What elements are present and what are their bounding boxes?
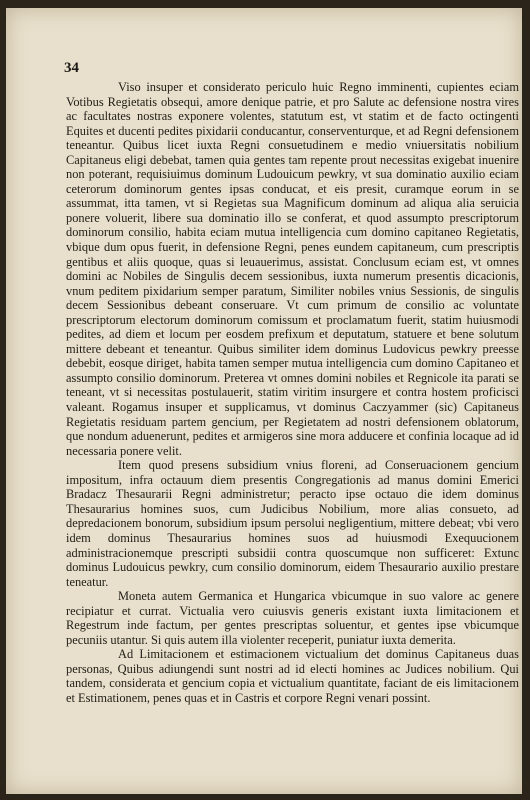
paragraph-4: Ad Limitacionem et estimacionem victualium det dominus Capitaneus duas personas, Quibus adiungendi sunt nostri ad id electi homines ac Judices nobilium. Qui tandem, considerata et gencium copia et victualium quantitate, faciant de eis limitacionem et Estimationem, penes quas et in Castris et corpore Regni venari possint. [66, 647, 519, 705]
paragraph-3: Moneta autem Germanica et Hungarica vbicumque in suo valore ac genere recipiatur et currat. Victualia vero cuiusvis generis existant iuxta limitacionem et Regestrum inde factum, per gentes prescriptas soluentur, et gentes ipse vbicumque pecuniis utantur. Si quis autem illa violenter receperit, puniatur iuxta demerita. [66, 589, 519, 647]
body-text [66, 80, 519, 706]
paragraph-2: Item quod presens subsidium vnius floreni, ad Conseruacionem gencium impositum, infra octauum diem presentis Congregationis ad manus domini Emerici Bradacz Thesaurarii Regni administretur; peracto ipse octauo die idem dominus Thesaurarius homines suos, cum Judicibus Nobilium, more alias consueto, ad depredacionem bonorum, subsidium ipsum persolui negligentium, mittere debeat; vbi vero idem dominus Thesaurarius homines suos ad huiusmodi Exequucionem administracionemque prescripti subsidii contra quoscumque non sufficeret: Extunc dominus Ludouicus pewkry, cum consilio dominorum, eidem Thesaurario auxilio prestare teneatur. [66, 458, 519, 589]
document-page [6, 8, 522, 794]
paragraph-1: Viso insuper et considerato periculo huic Regno imminenti, cupientes eciam Votibus Regietatis obsequi, amore denique patrie, et pro Salute ac defensione nostra vires ac facultates nostras exponere volentes, statutum est, vt statim et de facto octingenti Equites et ducenti pedites pixidarii conducantur, conserventurque, et ad Regni defensionem teneantur. Quibus licet iuxta Regni consuetudinem e medio vniuersitatis nobilium Capitaneus eligi debebat, tamen quia gentes tam repente prout necessitas exigebat inuenire non poterant, requisiuimus dominum Ludouicum pewkry, vt sua dominatio auxilio eciam ceterorum dominorum gentes ipsas conducat, et eis presit, curamque eorum in se assummat, itta tamen, vt si Regietas sua Magnificum dominum ad aliqua alia seruicia ponere voluerit, libere sua dominatio illo se conferat, et quod assumpto prescriptorum dominorum consilio, habita eciam mutua intelligencia cum domino capitaneo Regietatis, vbique dum opus fuerit, in defensione Regni, penes eundem capitaneum, cum prescriptis gentibus et aliis quoque, quas si leuauerimus, assistat. Conclusum eciam est, vt omnes domini ac Nobiles de Singulis decem sessionibus, iuxta numerum presentis dicacionis, vnum peditem pixidarium semper paratum, Similiter nobiles vnius Sessionis, de singulis decem Sessionibus debeant conseruare. Vt cum primum de consilio ac voluntate prescriptorum electorum dominorum comissum et proclamatum fuerit, statim huiusmodi pedites, ad diem et locum per eosdem prefixum et deputatum, statuere et bene solutum mittere debeant et teneantur. Quibus similiter idem dominus Ludovicus pewkry preesse debebit, eosque diriget, habita tamen semper mutua intelligencia cum domino Capitaneo et assumpto consilio dominorum. Preterea vt omnes domini nobiles et Regnicole ita parati se teneant, vt si necessitas postulauerit, statim viritim insurgere et contra hostem proficisci valeant. Rogamus insuper et supplicamus, vt dominus Caczyammer (sic) Capitaneus Regietatis residuam partem gencium, per Regietatem ad nostri defensionem oblatorum, que nondum aduenerunt, pedites et armigeros sine mora adducere et confinia locaque ad id necessaria ponere velit. [66, 80, 519, 458]
page-number: 34 [64, 60, 79, 76]
